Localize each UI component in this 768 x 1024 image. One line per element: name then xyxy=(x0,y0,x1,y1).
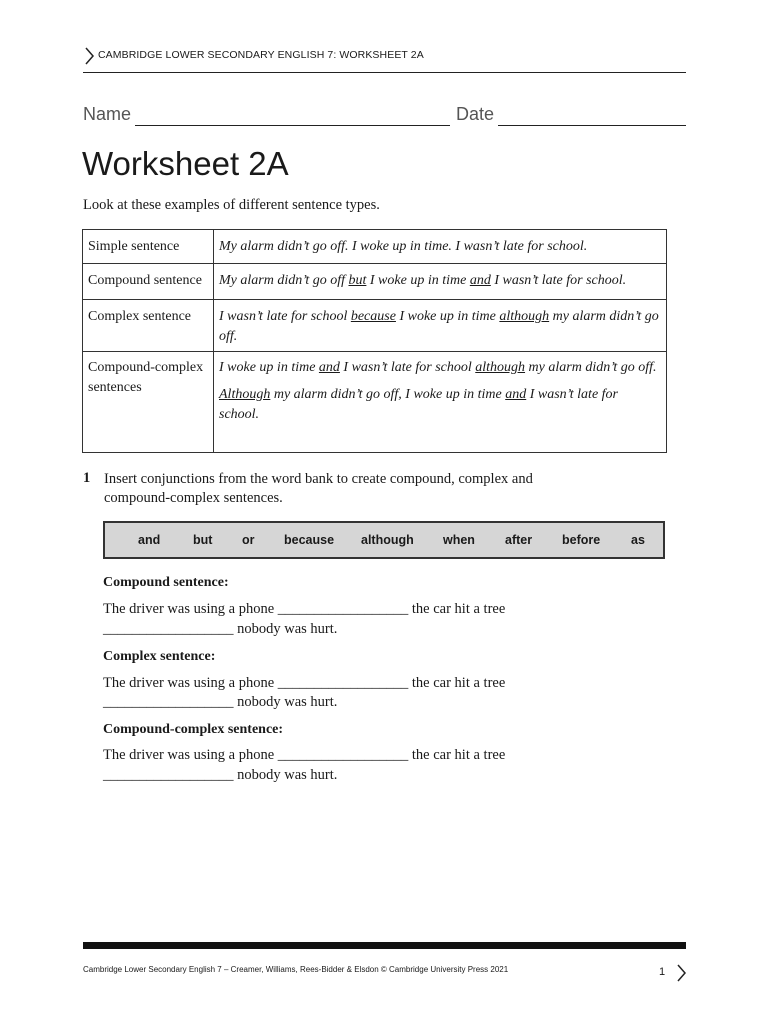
word-bank-item: after xyxy=(505,533,533,547)
word-bank-item: because xyxy=(284,533,335,547)
conjunction: Although xyxy=(219,387,271,402)
exercise-line[interactable]: The driver was using a phone __________________ the car hit a tree xyxy=(103,601,506,617)
sentence-types-table xyxy=(82,229,667,453)
exercise-line[interactable]: The driver was using a phone __________________ the car hit a tree xyxy=(103,675,506,691)
question-text: Insert conjunctions from the word bank to create compound, complex and compound-complex sentences. xyxy=(104,471,533,506)
question-number: 1 xyxy=(83,470,91,486)
example-paragraph xyxy=(219,271,661,291)
conjunction: and xyxy=(505,387,527,402)
sentence-example xyxy=(214,264,667,300)
intro-text: Look at these examples of different sentence types. xyxy=(83,197,380,213)
next-page-icon[interactable] xyxy=(675,963,687,983)
example-text: my alarm didn’t go off, I woke up in time xyxy=(270,387,506,402)
chevron-right-icon xyxy=(82,46,96,66)
name-label: Name xyxy=(83,104,132,124)
sentence-type-label: Simple sentence xyxy=(83,230,214,264)
word-bank-item: but xyxy=(193,533,213,547)
example-text: I woke up in time xyxy=(366,273,470,288)
exercise-line[interactable]: The driver was using a phone __________________ the car hit a tree xyxy=(103,747,506,763)
word-bank-item: as xyxy=(631,533,645,547)
exercise-line[interactable]: __________________ nobody was hurt. xyxy=(103,767,338,783)
example-paragraph xyxy=(219,237,661,257)
footer-rule xyxy=(83,942,686,949)
page-number: 1 xyxy=(659,966,666,978)
example-text: I wasn’t late for school. xyxy=(490,273,627,288)
word-bank-item: although xyxy=(361,533,414,547)
name-field[interactable] xyxy=(135,125,450,126)
sentence-example xyxy=(214,230,667,264)
conjunction: and xyxy=(469,273,491,288)
table-row xyxy=(83,352,667,453)
exercise-line[interactable]: __________________ nobody was hurt. xyxy=(103,694,338,710)
footer-credit: Cambridge Lower Secondary English 7 – Creamer, Williams, Rees-Bidder & Elsdon © Cambridge University Press 2021 xyxy=(83,965,509,974)
example-text: I wasn’t late for school xyxy=(339,360,476,375)
example-text: I woke up in time xyxy=(219,360,319,375)
conjunction: but xyxy=(348,273,367,288)
header-rule xyxy=(83,72,686,73)
sentence-example xyxy=(214,352,667,453)
word-bank-item: and xyxy=(138,533,161,547)
exercise-heading: Compound sentence: xyxy=(103,575,229,590)
page-title: Worksheet 2A xyxy=(82,145,289,182)
example-text: I wasn’t late for school. xyxy=(219,387,618,422)
example-text: I woke up in time xyxy=(395,309,500,324)
example-text: I wasn’t late for school xyxy=(219,309,351,324)
exercise-heading: Complex sentence: xyxy=(103,649,216,664)
conjunction: although xyxy=(499,309,550,324)
table-row xyxy=(83,230,667,264)
exercise-heading: Compound-complex sentence: xyxy=(103,722,284,737)
example-paragraph xyxy=(219,307,661,347)
word-bank-item: when xyxy=(443,533,475,547)
table-row xyxy=(83,300,667,352)
exercise-line[interactable]: __________________ nobody was hurt. xyxy=(103,621,338,637)
table-row xyxy=(83,264,667,300)
example-paragraph xyxy=(219,385,661,425)
sentence-type-label: Compound sentence xyxy=(83,264,214,300)
example-text: My alarm didn’t go off xyxy=(219,273,349,288)
conjunction: because xyxy=(350,309,396,324)
word-bank-item: or xyxy=(242,533,255,547)
sentence-example xyxy=(214,300,667,352)
conjunction: although xyxy=(475,360,526,375)
date-label: Date xyxy=(456,104,495,124)
example-text: my alarm didn’t go off. xyxy=(525,360,657,375)
word-bank xyxy=(103,521,665,559)
word-bank-item: before xyxy=(562,533,601,547)
sentence-type-label: Complex sentence xyxy=(83,300,214,352)
example-paragraph xyxy=(219,358,661,378)
sentence-type-label: Compound-complex sentences xyxy=(83,352,214,453)
example-text: my alarm didn’t go off. xyxy=(219,309,659,344)
date-field[interactable] xyxy=(498,125,686,126)
conjunction: and xyxy=(318,360,340,375)
running-header: CAMBRIDGE LOWER SECONDARY ENGLISH 7: WORKSHEET 2A xyxy=(98,49,424,61)
example-text: My alarm didn’t go off. I woke up in time. I wasn’t late for school. xyxy=(219,239,588,254)
